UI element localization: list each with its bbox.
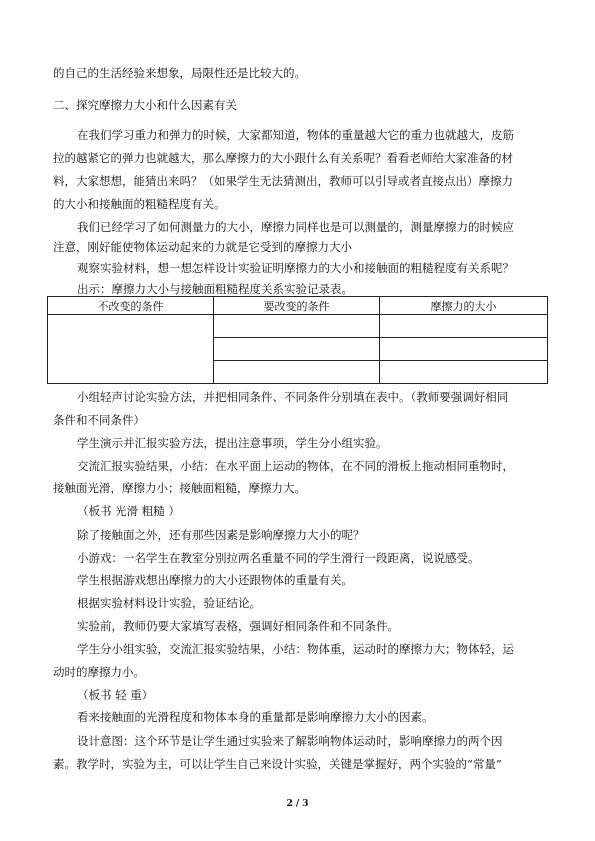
text-line: 接触面光滑，摩擦力小；接触面粗糙，摩擦力大。 bbox=[53, 481, 306, 495]
text-line: 学生分小组实验，交流汇报实验结果，小结：物体重，运动时的摩擦力大；物体轻，运 bbox=[77, 642, 514, 656]
table-cell bbox=[214, 338, 380, 361]
text-line: 设计意图：这个环节是让学生通过实验来了解影响物体运动时，影响摩擦力的两个因 bbox=[77, 734, 503, 748]
text-line: 交流汇报实验结果，小结：在水平面上运动的物体，在不同的滑板上拖动相同重物时， bbox=[77, 459, 514, 473]
text-line: 料，大家想想，能猜出来吗？（如果学生无法猜测出，教师可以引导或者直接点出）摩擦力 bbox=[53, 174, 513, 188]
text-line: 小游戏：一名学生在教室分别拉两名重量不同的学生滑行一段距离，说说感受。 bbox=[77, 551, 480, 565]
text-line: 实验前，教师仍要大家填写表格，强调好相同条件和不同条件。 bbox=[77, 619, 399, 633]
text-line: 的大小和接触面的粗糙程度有关。 bbox=[53, 197, 226, 211]
section-heading: 二、探究摩擦力大小和什么因素有关 bbox=[53, 98, 237, 112]
experiment-record-table bbox=[47, 296, 548, 384]
text-line: 出示：摩擦力大小与接触面粗糙程度关系实验记录表。 bbox=[77, 282, 353, 296]
text-line: 注意，刚好能使物体运动起来的力就是它受到的摩擦力大小 bbox=[53, 240, 352, 254]
text-line: 学生演示并汇报实验方法，提出注意事项，学生分小组实验。 bbox=[77, 436, 388, 450]
text-line: 我们已经学习了如何测量力的大小，摩擦力同样也是可以测量的，测量摩擦力的时候应 bbox=[77, 220, 514, 234]
text-line: 看来接触面的光滑程度和物体本身的重量都是影响摩擦力大小的因素。 bbox=[77, 710, 434, 724]
table-cell bbox=[214, 361, 380, 384]
text-line: 根据实验材料设计实验，验证结论。 bbox=[77, 596, 261, 610]
page-number: 2 / 3 bbox=[286, 799, 309, 809]
blackboard-note: （板书 轻 重） bbox=[77, 688, 154, 702]
table-cell bbox=[380, 315, 548, 338]
text-line: 动时的摩擦力小。 bbox=[53, 665, 145, 679]
table-header-row bbox=[48, 297, 548, 315]
table-header-cell: 摩擦力的大小 bbox=[380, 297, 548, 315]
table-row bbox=[48, 315, 548, 338]
table-cell bbox=[380, 338, 548, 361]
text-line: 观察实验材料，想一想怎样设计实验证明摩擦力的大小和接触面的粗糙程度有关系呢？ bbox=[77, 261, 514, 275]
table-cell bbox=[380, 361, 548, 384]
blackboard-note: （板书 光滑 粗糙 ） bbox=[77, 504, 180, 518]
table-header-cell: 要改变的条件 bbox=[214, 297, 380, 315]
text-line: 条件和不同条件） bbox=[53, 413, 145, 427]
text-line: 除了接触面之外，还有那些因素是影响摩擦力大小的呢？ bbox=[77, 528, 365, 542]
text-line: 拉的越紧它的弹力也就越大，那么摩擦力的大小跟什么有关系呢？看看老师给大家准备的材 bbox=[53, 151, 513, 165]
table-cell-merged bbox=[48, 315, 214, 384]
text-line: 在我们学习重力和弹力的时候，大家都知道，物体的重量越大它的重力也就越大，皮筋 bbox=[77, 128, 514, 142]
table-cell bbox=[214, 315, 380, 338]
table-header-cell: 不改变的条件 bbox=[48, 297, 214, 315]
text-line: 学生根据游戏想出摩擦力的大小还跟物体的重量有关。 bbox=[77, 573, 353, 587]
text-line: 素。教学时，实验为主，可以让学生自己来设计实验，关键是掌握好，两个实验的“常量” bbox=[53, 757, 502, 771]
text-line: 小组轻声讨论实验方法，并把相同条件、不同条件分别填在表中。（教师要强调好相同 bbox=[77, 390, 509, 404]
text-line: 的自己的生活经验来想象，局限性还是比较大的。 bbox=[53, 66, 306, 80]
